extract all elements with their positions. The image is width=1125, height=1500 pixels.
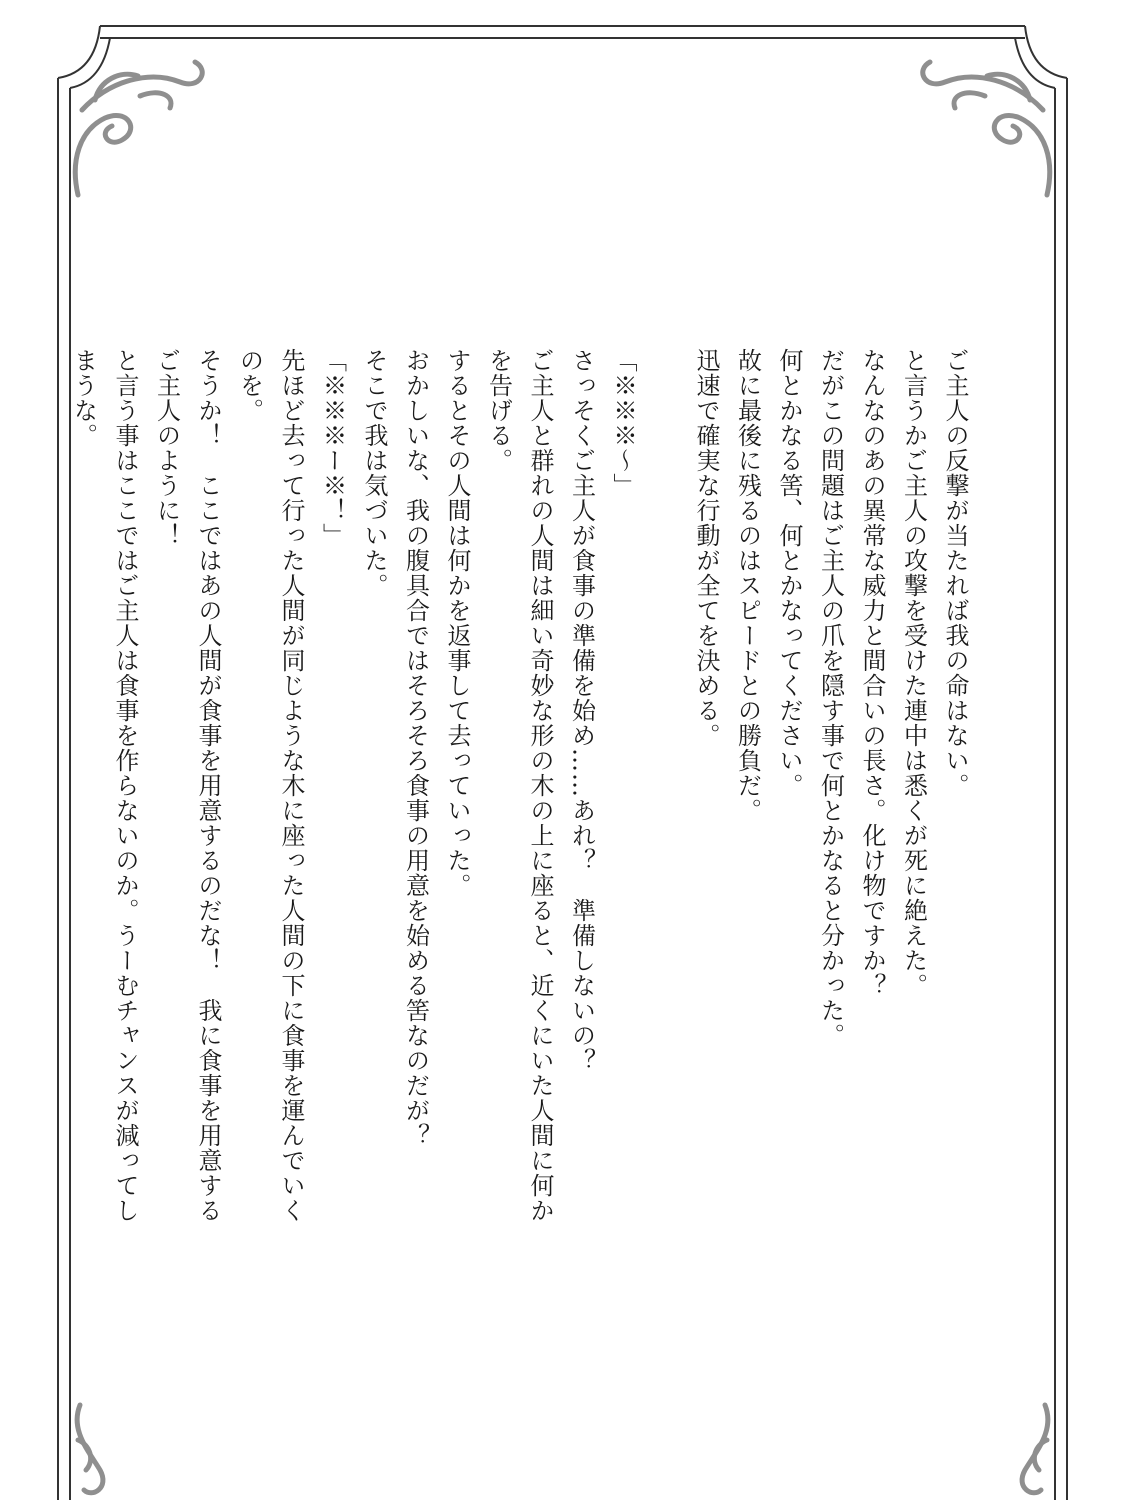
text-line: 「※※※ー※！」 bbox=[318, 348, 347, 548]
text-line: そうか！ ここではあの人間が食事を用意するのだな！ 我に食事を用意する bbox=[194, 348, 222, 1223]
text-line: まうな。 bbox=[69, 348, 98, 448]
text-line: と言う事はここではご主人は食事を作らないのか。うーむチャンスが減ってし bbox=[111, 348, 139, 1223]
text-line: 故に最後に残るのはスピードとの勝負だ。 bbox=[733, 348, 762, 823]
corner-flourish-icon bbox=[75, 62, 202, 195]
text-line: するとその人間は何かを返事して去っていった。 bbox=[443, 348, 471, 898]
text-line: ご主人のように！ bbox=[152, 348, 181, 548]
text-line: 迅速で確実な行動が全てを決める。 bbox=[692, 348, 720, 748]
text-line: 先ほど去って行った人間が同じような木に座った人間の下に食事を運んでいく bbox=[277, 348, 305, 1223]
text-line: さっそくご主人が食事の準備を始め……あれ？ 準備しないの？ bbox=[567, 348, 596, 1073]
text-line: だがこの問題はご主人の爪を隠す事で何とかなると分かった。 bbox=[816, 348, 845, 1048]
text-line: そこで我は気づいた。 bbox=[360, 348, 388, 598]
text-line: ご主人の反撃が当たれば我の命はない。 bbox=[941, 348, 969, 798]
text-line: 「※※※～」 bbox=[609, 348, 637, 498]
corner-flourish-icon bbox=[1022, 1405, 1048, 1493]
text-line: なんなのあの異常な威力と間合いの長さ。化け物ですか？ bbox=[858, 348, 886, 998]
text-line: のを。 bbox=[235, 348, 264, 423]
text-line: を告げる。 bbox=[484, 348, 513, 473]
text-line: ご主人と群れの人間は細い奇妙な形の木の上に座ると、近くにいた人間に何か bbox=[526, 348, 554, 1223]
corner-flourish-icon bbox=[77, 1405, 103, 1493]
blank-line bbox=[643, 348, 685, 1348]
text-line: おかしいな、我の腹具合ではそろそろ食事の用意を始める筈なのだが？ bbox=[401, 348, 430, 1148]
corner-flourish-icon bbox=[923, 62, 1050, 195]
text-line: 何とかなる筈、何とかなってください。 bbox=[775, 348, 803, 798]
vertical-text-body bbox=[62, 348, 975, 1348]
text-line: と言うかご主人の攻撃を受けた連中は悉くが死に絶えた。 bbox=[899, 348, 928, 998]
